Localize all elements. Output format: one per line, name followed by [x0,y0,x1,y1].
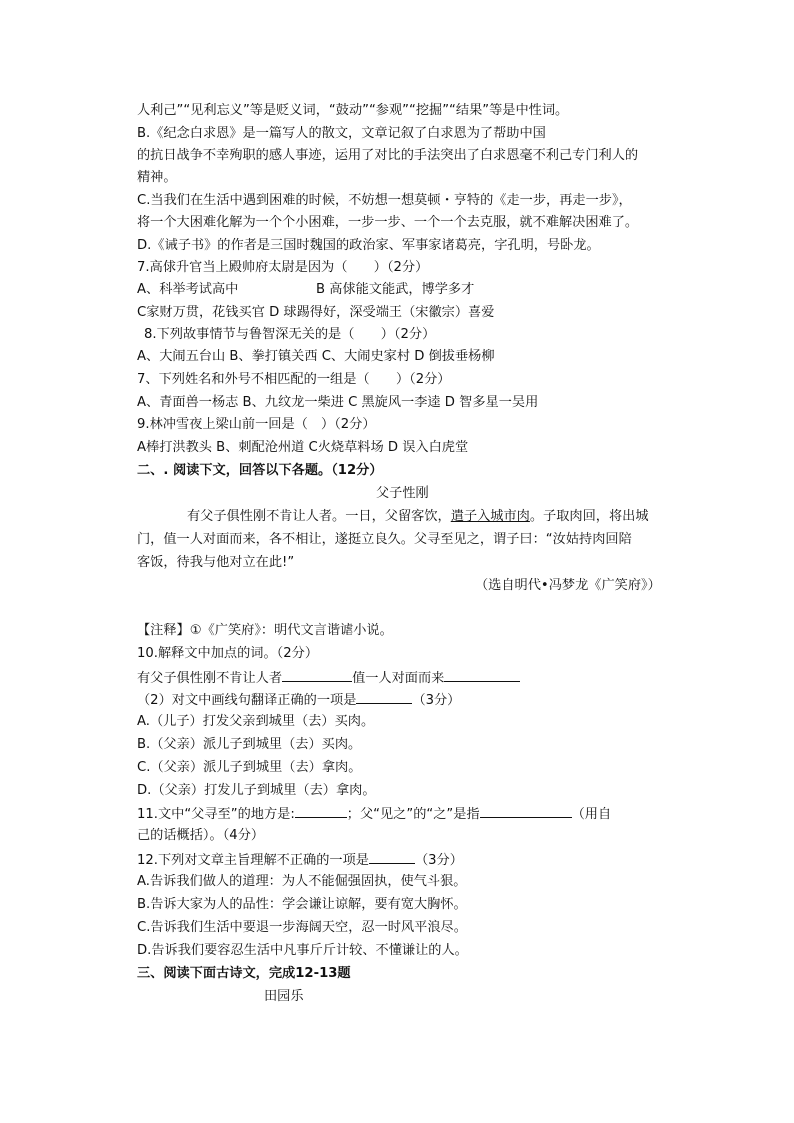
answer-options: A、大闹五台山 B、拳打镇关西 C、大闹史家村 D 倒拔垂杨柳 [137,349,495,364]
answer-blank[interactable] [444,667,520,682]
answer-option-a: A、科举考试高中 [137,282,239,297]
answer-blank[interactable] [282,667,352,682]
question-12: 12.下列对文章主旨理解不正确的一项是 （3分） [137,849,463,869]
answer-option-c: C.告诉我们生活中要退一步海阔天空，忍一时风平浪尽。 [137,920,467,935]
answer-option-b: B 高俅能文能武，博学多才 [316,282,475,297]
section-2-heading: 二、. 阅读下文，回答以下各题。（12分） [137,463,383,478]
answer-blank[interactable] [356,689,412,704]
answer-option-d: D.告诉我们要容忍生活中凡事斤斤计较、不懂谦让的人。 [137,943,468,958]
underlined-sentence: 遣子入城市肉 [450,509,530,524]
answer-option-d: D.（父亲）打发儿子到城里（去）拿肉。 [137,783,376,798]
answer-option-c: C.（父亲）派儿子到城里（去）拿肉。 [137,760,362,775]
question-9: 9.林冲雪夜上梁山前一回是（ ）（2分） [137,417,376,432]
answer-blank[interactable] [295,803,347,818]
question-11: 11.文中“父寻至”的地方是: ；父“见之”的“之”是指 （用自 [137,803,611,823]
passage-source: （选自明代•冯梦龙《广笑府》） [475,578,661,593]
answer-blank[interactable] [369,849,415,864]
question-10-2: （2）对文中画线句翻译正确的一项是 （3分） [137,689,460,709]
question-11-cont: 己的话概括）。（4分） [137,828,265,843]
answer-option-b: B.（父亲）派儿子到城里（去）买肉。 [137,737,362,752]
option-c-line: C.当我们在生活中遇到困难的时候，不妨想一想莫顿・亨特的《走一步，再走一步》， [137,193,632,208]
option-b-line: B.《纪念白求恩》是一篇写人的散文，文章记叙了白求恩为了帮助中国 [137,126,546,141]
answer-options-cd: C家财万贯，花钱买官 D 球踢得好，深受端王（宋徽宗）喜爱 [137,305,495,320]
question-10: 10.解释文中加点的词。（2分） [137,646,319,661]
annotation: 【注释】①《广笑府》：明代文言谐谑小说。 [137,623,393,638]
answer-options: A棒打洪教头 B、刺配沧州道 C火烧草料场 D 误入白虎堂 [137,440,469,455]
answer-option-b: B.告诉大家为人的品性：学会谦让谅解，要有宽大胸怀。 [137,897,467,912]
passage-line: 有父子俱性刚不肯让人者。一日，父留客饮，遣子入城市肉。子取肉回，将出城 [187,509,649,524]
passage-line: 客饭，待我与他对立在此!” [137,555,295,570]
question-10-blanks: 有父子俱性刚不肯让人者 值一人对面而来 [137,667,520,687]
text-line: 将一个大困难化解为一个个小困难，一步一步、一个一个去克服，就不难解决困难了。 [137,215,639,230]
answer-options: A、青面兽一杨志 B、九纹龙一柴进 C 黑旋风一李逵 D 智多星一吴用 [137,395,539,410]
question-7: 7.高俅升官当上殿帅府太尉是因为（ ）（2分） [137,260,429,275]
passage-title: 父子性刚 [376,486,429,501]
text-line: 人利己”“见利忘义”等是贬义词，“鼓动”“参观”“挖掘”“结果”等是中性词。 [137,103,569,118]
option-d-line: D.《诫子书》的作者是三国时魏国的政治家、军事家诸葛亮，字孔明，号卧龙。 [137,238,600,253]
text-line: 的抗日战争不幸殉职的感人事迹，运用了对比的手法突出了白求恩毫不利己专门利人的 [137,148,639,163]
question-8: 8.下列故事情节与鲁智深无关的是（ ）（2分） [144,327,436,342]
passage-line: 门，值一人对面而来，各不相让，遂挺立良久。父寻至见之，谓子曰：“汝姑持肉回陪 [137,532,632,547]
question-7b: 7、下列姓名和外号不相匹配的一组是（ ）（2分） [137,372,451,387]
section-3-heading: 三、阅读下面古诗文，完成12-13题 [137,966,351,981]
poem-title: 田园乐 [264,989,304,1004]
text-line: 精神。 [137,170,177,185]
answer-blank[interactable] [480,803,572,818]
answer-option-a: A.告诉我们做人的道理：为人不能倔强固执，使气斗狠。 [137,874,467,889]
answer-option-a: A.（儿子）打发父亲到城里（去）买肉。 [137,714,375,729]
